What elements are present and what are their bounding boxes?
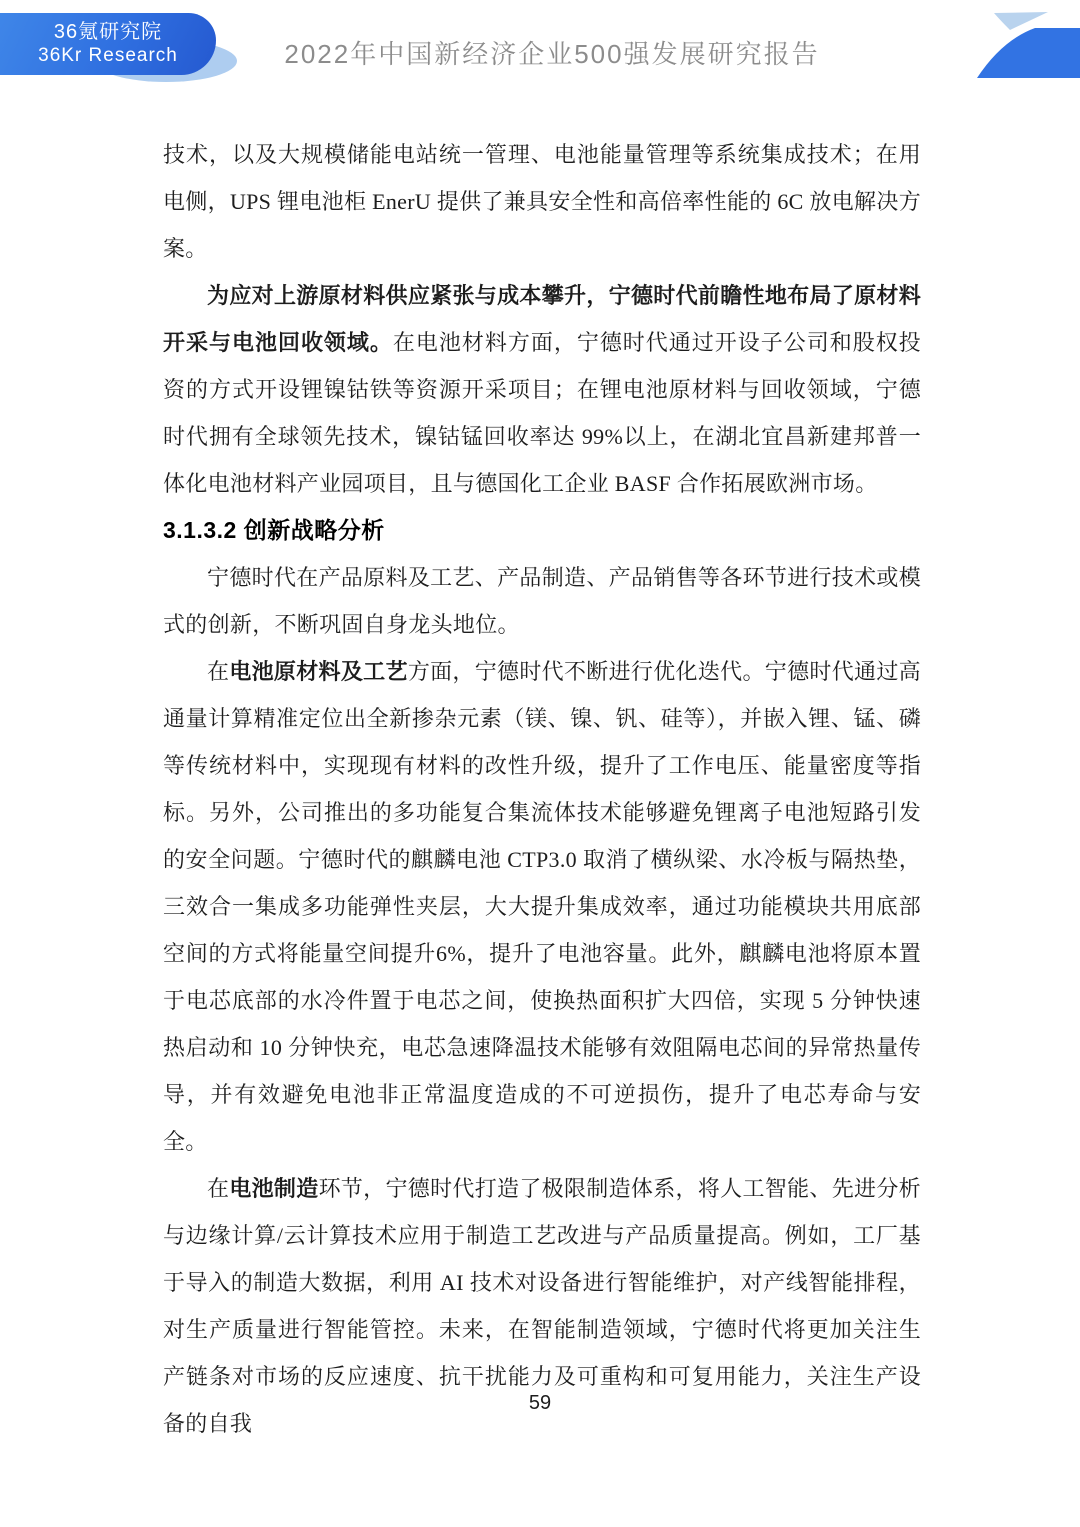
paragraph-energy-storage <box>163 131 921 272</box>
page-body <box>163 131 921 1447</box>
paragraph-innovation-overview <box>163 554 921 648</box>
paragraph-text: 技术，以及大规模储能电站统一管理、电池能量管理等系统集成技术；在用电侧，UPS 锂电池柜 EnerU 提供了兼具安全性和高倍率性能的 6C 放电解决方案。 <box>163 142 921 261</box>
section-heading: 3.1.3.2 创新战略分析 <box>163 517 385 543</box>
paragraph-text: 在 <box>207 659 230 684</box>
paragraph-bold-term: 电池原材料及工艺 <box>229 659 408 684</box>
page-number: 59 <box>528 1392 552 1414</box>
paragraph-text: 环节，宁德时代打造了极限制造体系，将人工智能、先进分析与边缘计算/云计算技术应用于制造工艺改进与产品质量提高。例如，工厂基于导入的制造大数据，利用 AI 技术对设备进行智能维护，对产线智能排程，对生产质量进行智能管控。未来，在智能制造领域，宁德时代将更加关注生产链条对市场的反应速度、抗干扰能力及可重构和可复用能力，关注生产设备的自我 <box>163 1176 921 1436</box>
paragraph-raw-materials <box>163 272 921 507</box>
logo-badge <box>0 13 216 75</box>
logo-text-en: 36Kr Research <box>38 45 178 66</box>
paragraph-text: 在电池材料方面，宁德时代通过开设子公司和股权投资的方式开设锂镍钴铁等资源开采项目；在锂电池原材料与回收领域，宁德时代拥有全球领先技术，镍钴锰回收率达 99%以上，在湖北宜昌新建邦普一体化电池材料产业园项目，且与德国化工企业 BASF 合作拓展欧洲市场。 <box>163 330 921 496</box>
corner-decoration-icon <box>930 0 1080 100</box>
paragraph-text: 方面，宁德时代不断进行优化迭代。宁德时代通过高通量计算精准定位出全新掺杂元素（镁、镍、钒、硅等），并嵌入锂、锰、磷等传统材料中，实现现有材料的改性升级，提升了工作电压、能量密度等指标。另外，公司推出的多功能复合集流体技术能够避免锂离子电池短路引发的安全问题。宁德时代的麒麟电池 CTP3.0 取消了横纵梁、水冷板与隔热垫，三效合一集成多功能弹性夹层，大大提升集成效率，通过功能模块共用底部空间的方式将能量空间提升6%，提升了电池容量。此外，麒麟电池将原本置于电芯底部的水冷件置于电芯之间，使换热面积扩大四倍，实现 5 分钟快速热启动和 10 分钟快充，电芯急速降温技术能够有效阻隔电芯间的异常热量传导，并有效避免电池非正常温度造成的不可逆损伤，提升了电芯寿命与安全。 <box>163 659 921 1154</box>
logo-text-cn: 36氪研究院 <box>53 21 163 43</box>
paragraph-text: 宁德时代在产品原料及工艺、产品制造、产品销售等各环节进行技术或模式的创新，不断巩固自身龙头地位。 <box>163 565 921 637</box>
paragraph-text: 在 <box>207 1176 230 1201</box>
report-title: 2022年中国新经济企业500强发展研究报告 <box>284 39 820 69</box>
paragraph-battery-materials <box>163 648 921 1165</box>
paragraph-bold-lead: 为应对上游原材料供应紧张与成本攀升，宁德时代前瞻性地布局了原材料开采与电池回收领域。 <box>163 283 921 355</box>
paragraph-bold-term: 电池制造 <box>229 1176 319 1201</box>
